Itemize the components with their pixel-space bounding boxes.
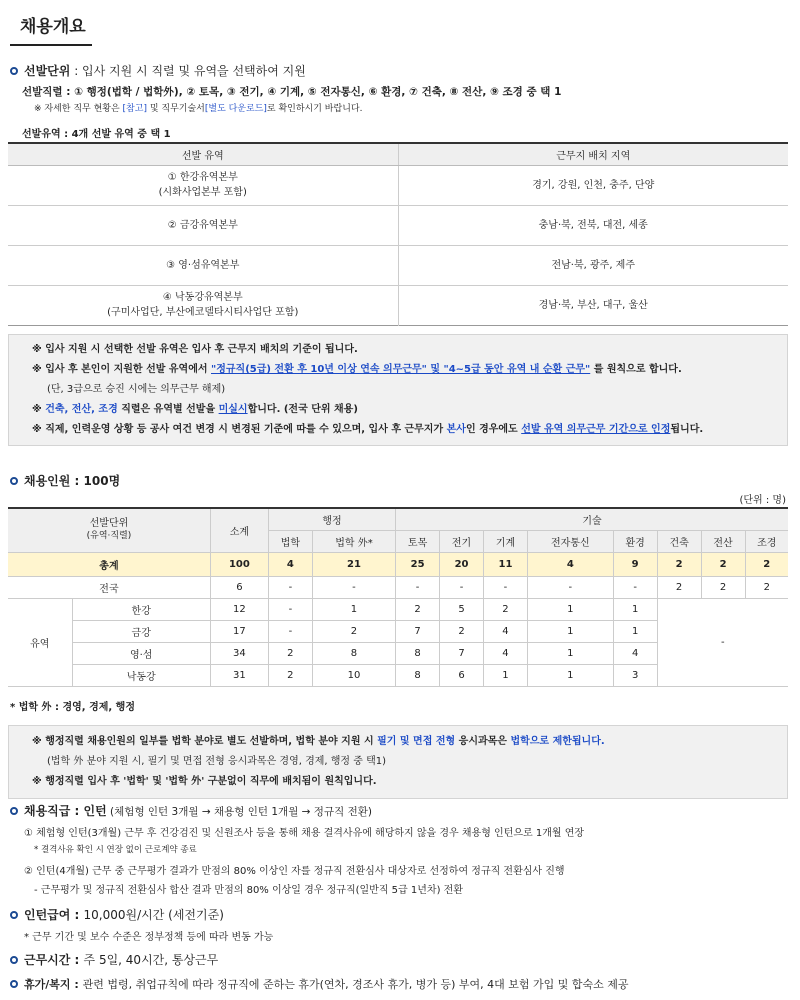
col-header: 법학: [268, 530, 312, 552]
pay-note: * 근무 기간 및 보수 수준은 정부정책 등에 따라 변동 가능: [24, 932, 274, 943]
circle-bullet-icon: [10, 67, 18, 75]
rank-note-1: * 결격사유 확인 시 연장 없이 근로계약 종료: [34, 845, 197, 855]
circle-bullet-icon: [10, 980, 18, 988]
table-row: 낙동강 31 2 10 8 6 1 1 3: [8, 664, 788, 686]
col-header: 법학 外*: [312, 530, 395, 552]
circle-bullet-icon: [10, 477, 18, 485]
col-header: 전자통신: [527, 530, 613, 552]
col-header: 기계: [484, 530, 528, 552]
region-table: [8, 142, 788, 326]
footnote: * 법학 外 : 경영, 경제, 행정: [10, 702, 135, 713]
area-header: 근무지 배치 지역: [398, 143, 788, 165]
hours-heading: 근무시간 : 주 5일, 40시간, 통상근무: [10, 951, 218, 968]
table-row: ④ 낙동강유역본부 (구미사업단, 부산에코델타시티사업단 포함) 경남·북, 부산, 대구, 울산: [8, 285, 788, 325]
col-header: 전기: [440, 530, 484, 552]
unit-header: 선발단위 (유역·직렬): [8, 508, 210, 552]
admin-header: 행정: [268, 508, 395, 530]
pay-heading: 인턴급여 : 10,000원/시간 (세전기준): [10, 906, 224, 923]
circle-bullet-icon: [10, 956, 18, 964]
table-row: 유역 한강 12 - 1 2 5 2 1 1 -: [8, 598, 788, 620]
table-row: 금강 17 - 2 7 2 4 1 1: [8, 620, 788, 642]
col-header: 건축: [657, 530, 701, 552]
col-header: 토목: [396, 530, 440, 552]
region-line: 선발유역 : 4개 선발 유역 중 택 1: [22, 129, 171, 140]
circle-bullet-icon: [10, 911, 18, 919]
table-row: 영·섬 34 2 8 8 7 4 1 4: [8, 642, 788, 664]
tech-header: 기술: [396, 508, 788, 530]
circle-bullet-icon: [10, 807, 18, 815]
reference-link[interactable]: [참고]: [122, 104, 147, 114]
select-unit-heading: 선발단위 : 입사 지원 시 직렬 및 유역을 선택하여 지원: [10, 62, 306, 79]
hiring-table: [8, 507, 788, 687]
welfare-heading: 휴가/복지 : 관련 법령, 취업규칙에 따라 정규직에 준하는 휴가(연차, 경조사 휴가, 병가 등) 부여, 4대 보험 가입 및 합숙소 제공: [10, 976, 629, 992]
job-note: ※ 자세한 직무 현황은 [참고] 및 직무기술서[별도 다운로드]로 확인하시기 바랍니다.: [34, 104, 363, 114]
table-row: ③ 영·섬유역본부 전남·북, 광주, 제주: [8, 245, 788, 285]
notice-box-region: ※ 입사 지원 시 선택한 선발 유역은 입사 후 근무지 배치의 기준이 됩니다. ※ 입사 후 본인이 지원한 선발 유역에서 "정규직(5급) 전환 후 10년 이상 연속 의무근무" 및 "4~5급 동안 유역 내 순환 근무" 를 원칙으로 합니다. (단, 3급으로 승진 시에는 의무근무 해제) ※ 건축, 전산, 조경 직렬은 유역별 선발을 미실시합니다. (전국 단위 채용) ※ 직제, 인력운영 상황 등 공사 여건 변경 시 변경된 기준에 따를 수 있으며, 입사 후 근무지가 본사인 경우에도 선발 유역 의무근무 기간으로 인정됩니다.: [8, 334, 788, 446]
total-header: 소계: [210, 508, 268, 552]
col-header: 전산: [701, 530, 745, 552]
col-header: 조경: [745, 530, 788, 552]
rank-note-2: - 근무평가 및 정규직 전환심사 합산 결과 만점의 80% 이상일 경우 정규직(일반직 5급 1년차) 전환: [34, 885, 463, 896]
table-row-total: 총계 100 4 21 25 20 11 4 9 2 2 2: [8, 552, 788, 576]
col-header: 환경: [613, 530, 657, 552]
rank-heading: 채용직급 : 인턴 (체험형 인턴 3개월 → 채용형 인턴 1개월 → 정규직 전환): [10, 802, 372, 819]
job-line: 선발직렬 : ① 행정(법학 / 법학外), ② 토목, ③ 전기, ④ 기계, ⑤ 전자통신, ⑥ 환경, ⑦ 건축, ⑧ 전산, ⑨ 조경 중 택 1: [22, 86, 562, 98]
rank-line-1: ① 체험형 인턴(3개월) 근무 후 건강검진 및 신원조사 등을 통해 채용 결격사유에 해당하지 않을 경우 채용형 인턴으로 1개월 연장: [24, 828, 585, 839]
rank-line-2: ② 인턴(4개월) 근무 중 근무평가 결과가 만점의 80% 이상인 자를 정규직 전환심사 대상자로 선정하여 정규직 전환심사 진행: [24, 866, 565, 877]
table-row-nation: 전국 6 - - - - - - - 2 2 2: [8, 576, 788, 598]
table-row: ① 한강유역본부 (시화사업본부 포함) 경기, 강원, 인천, 충주, 단양: [8, 165, 788, 205]
hiring-heading: 채용인원 : 100명: [10, 472, 120, 489]
region-header: 선발 유역: [8, 143, 398, 165]
notice-box-admin: ※ 행정직렬 채용인원의 일부를 법학 분야로 별도 선발하며, 법학 분야 지원 시 필기 및 면접 전형 응시과목은 법학으로 제한됩니다. (법학 外 분야 지원 시, 필기 및 면접 전형 응시과목은 경영, 경제, 행정 중 택1) ※ 행정직렬 입사 후 '법학' 및 '법학 外' 구분없이 직무에 배치됨이 원칙입니다.: [8, 725, 788, 799]
unit-label: (단위 : 명): [739, 495, 786, 506]
table-row: ② 금강유역본부 충남·북, 전북, 대전, 세종: [8, 205, 788, 245]
page-title: 채용개요: [10, 12, 92, 46]
download-link[interactable]: [별도 다운로드]: [204, 104, 267, 114]
